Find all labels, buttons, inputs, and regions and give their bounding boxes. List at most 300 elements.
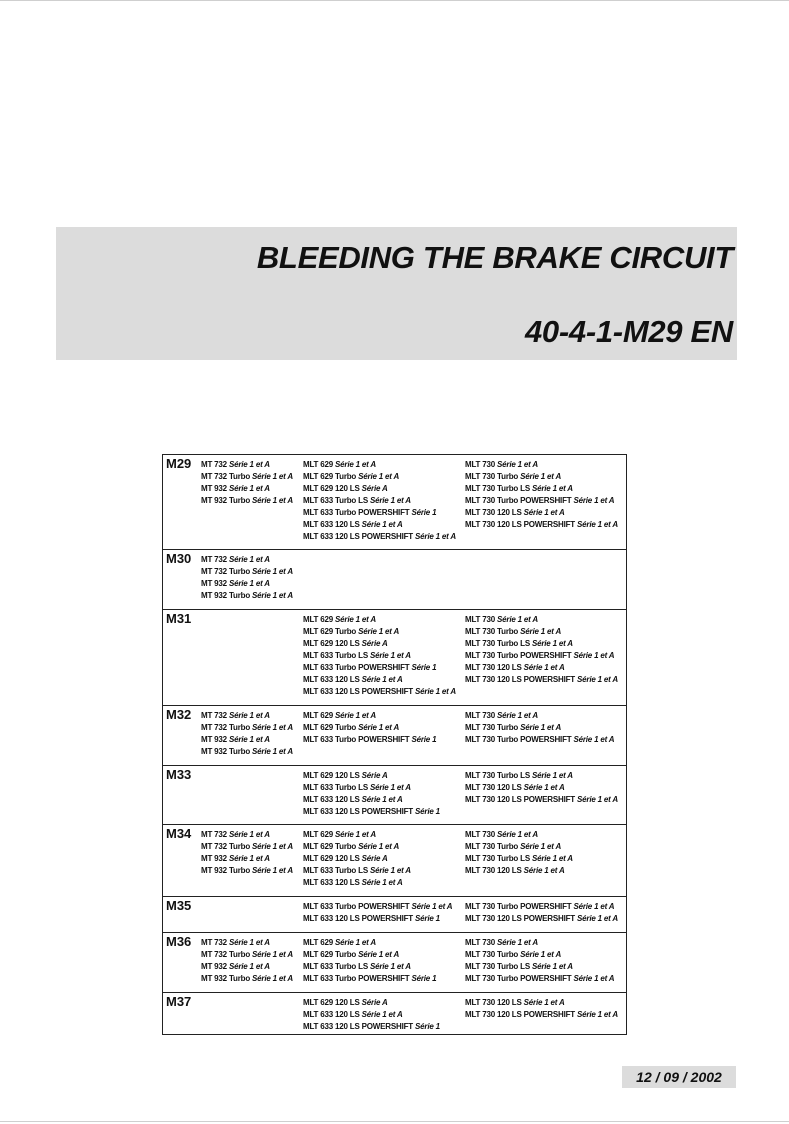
model-entry	[465, 471, 618, 483]
model-entry	[303, 973, 436, 985]
model-name: MLT 629	[303, 615, 336, 624]
model-name: MLT 730 120 LS POWERSHIFT	[465, 1010, 578, 1019]
model-entry	[303, 519, 456, 531]
model-series: Série 1 et A	[228, 711, 270, 720]
model-series: Série 1 et A	[497, 830, 538, 839]
model-entry	[201, 459, 293, 471]
table-row	[163, 992, 626, 1034]
model-name: MT 932	[201, 735, 229, 744]
model-name: MLT 730 Turbo POWERSHIFT	[465, 735, 574, 744]
model-entry	[465, 662, 618, 674]
model-entry	[303, 961, 436, 973]
model-name: MLT 730 Turbo	[465, 723, 521, 732]
model-entry	[201, 829, 293, 841]
model-name: MT 732	[201, 830, 229, 839]
row-code: M30	[166, 551, 192, 566]
model-series: Série 1 et A	[573, 735, 615, 744]
model-series: Série 1 et A	[228, 460, 270, 469]
model-entry	[465, 483, 618, 495]
model-entry	[465, 901, 618, 913]
row-code: M35	[166, 898, 192, 913]
model-entry	[201, 973, 293, 985]
row-code: M37	[166, 994, 192, 1009]
model-entry	[303, 937, 436, 949]
model-column-3	[465, 901, 618, 925]
model-name: MT 732 Turbo	[201, 723, 253, 732]
model-entry	[465, 961, 614, 973]
model-name: MLT 730 Turbo LS	[465, 771, 532, 780]
model-series: Série 1	[415, 1022, 440, 1031]
model-name: MLT 730 120 LS POWERSHIFT	[465, 675, 578, 684]
model-series: Série 1 et A	[252, 567, 293, 576]
model-name: MLT 633 120 LS POWERSHIFT	[303, 532, 416, 541]
model-name: MLT 629	[303, 460, 336, 469]
model-column-2	[303, 710, 436, 746]
model-column-3	[465, 997, 618, 1021]
model-entry	[303, 531, 456, 543]
model-entry	[465, 794, 618, 806]
model-entry	[465, 913, 618, 925]
row-code: M34	[166, 826, 192, 841]
model-name: MLT 730 120 LS POWERSHIFT	[465, 795, 578, 804]
model-series: Série 1 et A	[361, 795, 403, 804]
model-name: MLT 633 Turbo LS	[303, 496, 370, 505]
model-series: Série 1 et A	[252, 866, 293, 875]
row-code: M33	[166, 767, 192, 782]
model-name: MLT 633 120 LS POWERSHIFT	[303, 687, 416, 696]
model-series: Série 1 et A	[577, 914, 618, 923]
model-entry	[303, 614, 456, 626]
model-series: Série 1 et A	[228, 854, 270, 863]
model-column-1	[201, 710, 293, 758]
model-entry	[303, 674, 456, 686]
model-name: MLT 633 Turbo LS	[303, 651, 370, 660]
model-name: MLT 629 120 LS	[303, 771, 362, 780]
model-series: Série A	[361, 484, 388, 493]
model-series: Série 1 et A	[252, 496, 293, 505]
model-name: MT 932 Turbo	[201, 496, 253, 505]
model-entry	[303, 865, 411, 877]
model-series: Série 1 et A	[252, 591, 293, 600]
model-name: MT 932 Turbo	[201, 974, 253, 983]
model-name: MLT 633 120 LS	[303, 675, 362, 684]
model-entry	[465, 614, 618, 626]
model-entry	[201, 961, 293, 973]
model-name: MLT 730 Turbo POWERSHIFT	[465, 902, 574, 911]
model-name: MLT 633 120 LS	[303, 795, 362, 804]
table-row	[163, 705, 626, 765]
model-column-2	[303, 901, 452, 925]
model-entry	[303, 459, 456, 471]
model-series: Série 1 et A	[520, 723, 562, 732]
model-series: Série 1 et A	[573, 496, 615, 505]
model-entry	[465, 770, 618, 782]
model-entry	[303, 734, 436, 746]
model-series: Série 1 et A	[361, 520, 403, 529]
model-entry	[303, 650, 456, 662]
model-series: Série 1 et A	[252, 747, 293, 756]
model-column-3	[465, 829, 573, 877]
model-column-2	[303, 459, 456, 543]
model-entry	[303, 495, 456, 507]
model-series: Série 1 et A	[252, 974, 293, 983]
model-name: MLT 633 120 LS POWERSHIFT	[303, 914, 416, 923]
model-entry	[303, 722, 436, 734]
model-series: Série 1 et A	[369, 496, 411, 505]
model-column-2	[303, 997, 440, 1033]
model-entry	[465, 519, 618, 531]
model-name: MLT 629 Turbo	[303, 842, 359, 851]
model-name: MLT 730 Turbo POWERSHIFT	[465, 974, 574, 983]
title-banner	[56, 227, 737, 360]
model-name: MLT 730	[465, 615, 498, 624]
model-series: Série 1 et A	[358, 472, 400, 481]
model-name: MLT 730 Turbo	[465, 950, 521, 959]
model-series: Série 1 et A	[497, 615, 538, 624]
model-entry	[303, 913, 452, 925]
table-row	[163, 765, 626, 824]
model-series: Série 1 et A	[523, 998, 565, 1007]
model-name: MLT 633 Turbo POWERSHIFT	[303, 508, 412, 517]
table-row	[163, 932, 626, 992]
model-column-3	[465, 710, 614, 746]
model-name: MLT 730 120 LS	[465, 783, 524, 792]
model-series: Série 1 et A	[335, 830, 376, 839]
model-series: Série 1 et A	[577, 1010, 618, 1019]
model-series: Série 1 et A	[523, 663, 565, 672]
model-column-1	[201, 459, 293, 507]
model-series: Série 1 et A	[415, 687, 456, 696]
model-series: Série 1 et A	[531, 639, 573, 648]
model-series: Série 1 et A	[228, 962, 270, 971]
model-name: MLT 730 Turbo LS	[465, 854, 532, 863]
model-entry	[303, 949, 436, 961]
model-series: Série 1 et A	[531, 484, 573, 493]
model-column-3	[465, 770, 618, 806]
model-entry	[201, 937, 293, 949]
model-name: MLT 633 120 LS	[303, 878, 362, 887]
model-entry	[201, 554, 293, 566]
model-name: MLT 633 Turbo POWERSHIFT	[303, 735, 412, 744]
model-series: Série 1 et A	[573, 651, 615, 660]
model-name: MLT 730	[465, 830, 498, 839]
model-name: MLT 730 120 LS POWERSHIFT	[465, 914, 578, 923]
model-name: MT 732	[201, 711, 229, 720]
model-series: Série 1 et A	[531, 962, 573, 971]
model-entry	[201, 722, 293, 734]
model-series: Série A	[361, 771, 388, 780]
model-series: Série 1 et A	[335, 938, 376, 947]
model-entry	[465, 710, 614, 722]
model-name: MLT 633 120 LS POWERSHIFT	[303, 1022, 416, 1031]
model-series: Série 1 et A	[520, 950, 562, 959]
model-name: MLT 629 120 LS	[303, 639, 362, 648]
model-series: Série 1	[411, 508, 437, 517]
model-series: Série 1 et A	[228, 830, 270, 839]
model-name: MLT 629 Turbo	[303, 950, 359, 959]
row-code: M36	[166, 934, 192, 949]
model-column-3	[465, 459, 618, 531]
model-series: Série A	[361, 639, 388, 648]
table-row	[163, 609, 626, 705]
model-entry	[303, 638, 456, 650]
model-entry	[465, 626, 618, 638]
model-entry	[465, 841, 573, 853]
model-series: Série 1 et A	[358, 723, 400, 732]
model-name: MLT 730 Turbo LS	[465, 962, 532, 971]
model-series: Série 1 et A	[411, 902, 453, 911]
model-entry	[465, 853, 573, 865]
model-series: Série 1	[415, 807, 440, 816]
model-entry	[465, 937, 614, 949]
model-series: Série 1 et A	[531, 771, 573, 780]
model-entry	[465, 674, 618, 686]
model-series: Série 1 et A	[577, 520, 618, 529]
model-name: MT 932	[201, 854, 229, 863]
model-name: MT 732	[201, 555, 229, 564]
model-entry	[303, 997, 440, 1009]
model-entry	[303, 901, 452, 913]
model-name: MLT 633 Turbo LS	[303, 866, 370, 875]
model-series: Série 1 et A	[531, 854, 573, 863]
document-code: 40-4-1-M29 EN	[524, 314, 733, 349]
model-name: MLT 730	[465, 460, 498, 469]
model-series: Série 1 et A	[577, 675, 618, 684]
model-name: MLT 730 Turbo POWERSHIFT	[465, 651, 574, 660]
model-entry	[201, 566, 293, 578]
model-name: MLT 633 Turbo LS	[303, 783, 370, 792]
model-entry	[303, 877, 411, 889]
model-column-3	[465, 614, 618, 686]
model-series: Série 1 et A	[497, 460, 538, 469]
model-series: Série 1	[415, 914, 440, 923]
model-series: Série 1 et A	[520, 472, 562, 481]
model-series: Série 1	[411, 974, 437, 983]
model-name: MLT 633 Turbo POWERSHIFT	[303, 902, 412, 911]
table-row	[163, 824, 626, 896]
model-series: Série 1 et A	[369, 962, 411, 971]
model-column-2	[303, 937, 436, 985]
model-column-1	[201, 554, 293, 602]
model-entry	[201, 483, 293, 495]
model-name: MLT 730	[465, 711, 498, 720]
model-name: MLT 633 120 LS	[303, 520, 362, 529]
model-series: Série 1 et A	[369, 866, 411, 875]
model-column-3	[465, 937, 614, 985]
model-series: Série 1 et A	[369, 651, 411, 660]
model-series: Série 1 et A	[228, 735, 270, 744]
model-series: Série 1 et A	[497, 711, 538, 720]
model-name: MLT 633 Turbo LS	[303, 962, 370, 971]
model-series: Série A	[361, 854, 388, 863]
model-column-2	[303, 829, 411, 889]
model-entry	[465, 722, 614, 734]
model-series: Série 1 et A	[577, 795, 618, 804]
model-entry	[201, 865, 293, 877]
model-name: MT 732 Turbo	[201, 842, 253, 851]
model-name: MLT 730 Turbo	[465, 627, 521, 636]
model-series: Série 1 et A	[335, 460, 376, 469]
model-name: MLT 629	[303, 938, 336, 947]
model-series: Série 1	[411, 735, 437, 744]
model-entry	[303, 686, 456, 698]
model-name: MLT 730 Turbo POWERSHIFT	[465, 496, 574, 505]
model-name: MLT 633 Turbo POWERSHIFT	[303, 663, 412, 672]
model-entry	[465, 949, 614, 961]
model-entry	[303, 626, 456, 638]
model-series: Série 1 et A	[523, 866, 565, 875]
model-entry	[465, 650, 618, 662]
model-entry	[201, 590, 293, 602]
model-entry	[201, 949, 293, 961]
model-entry	[465, 734, 614, 746]
model-entry	[303, 794, 440, 806]
model-series: Série 1 et A	[361, 1010, 403, 1019]
model-name: MLT 730	[465, 938, 498, 947]
model-column-1	[201, 937, 293, 985]
row-code: M31	[166, 611, 192, 626]
model-entry	[201, 495, 293, 507]
model-name: MLT 730 Turbo	[465, 472, 521, 481]
model-entry	[465, 865, 573, 877]
model-name: MT 932 Turbo	[201, 866, 253, 875]
model-name: MLT 730 120 LS POWERSHIFT	[465, 520, 578, 529]
model-entry	[465, 495, 618, 507]
bottom-rule	[0, 1121, 789, 1122]
model-name: MLT 730 Turbo LS	[465, 639, 532, 648]
model-entry	[303, 829, 411, 841]
model-entry	[201, 710, 293, 722]
model-name: MLT 629 Turbo	[303, 472, 359, 481]
model-name: MT 732 Turbo	[201, 567, 253, 576]
model-column-1	[201, 829, 293, 877]
model-series: Série 1 et A	[520, 842, 562, 851]
model-name: MLT 730 120 LS	[465, 998, 524, 1007]
model-entry	[465, 459, 618, 471]
model-series: Série 1 et A	[358, 627, 400, 636]
model-name: MLT 633 120 LS POWERSHIFT	[303, 807, 416, 816]
model-entry	[465, 782, 618, 794]
model-name: MLT 629 Turbo	[303, 627, 359, 636]
model-column-2	[303, 770, 440, 818]
model-series: Série 1 et A	[252, 950, 293, 959]
model-entry	[201, 578, 293, 590]
model-series: Série 1 et A	[358, 950, 400, 959]
model-series: Série 1 et A	[573, 902, 615, 911]
model-name: MLT 730 Turbo	[465, 842, 521, 851]
model-entry	[303, 710, 436, 722]
model-entry	[201, 471, 293, 483]
model-name: MLT 629	[303, 830, 336, 839]
model-entry	[303, 471, 456, 483]
model-series: Série 1 et A	[228, 484, 270, 493]
model-series: Série 1 et A	[228, 938, 270, 947]
model-name: MT 932	[201, 484, 229, 493]
model-series: Série 1 et A	[252, 723, 293, 732]
model-name: MT 732 Turbo	[201, 472, 253, 481]
model-series: Série 1 et A	[228, 579, 270, 588]
model-series: Série 1 et A	[335, 615, 376, 624]
model-entry	[303, 662, 456, 674]
model-series: Série 1	[411, 663, 437, 672]
model-table	[162, 454, 627, 1035]
model-entry	[303, 1009, 440, 1021]
model-entry	[465, 1009, 618, 1021]
model-series: Série 1 et A	[369, 783, 411, 792]
document-title: BLEEDING THE BRAKE CIRCUIT	[256, 240, 733, 275]
model-name: MT 932	[201, 962, 229, 971]
top-rule	[0, 0, 789, 1]
model-name: MLT 629 120 LS	[303, 854, 362, 863]
model-entry	[303, 507, 456, 519]
model-name: MLT 730 120 LS	[465, 663, 524, 672]
model-entry	[465, 638, 618, 650]
model-series: Série 1 et A	[361, 878, 403, 887]
row-code: M29	[166, 456, 192, 471]
model-name: MLT 629 120 LS	[303, 484, 362, 493]
model-name: MLT 629	[303, 711, 336, 720]
model-series: Série 1 et A	[335, 711, 376, 720]
model-series: Série 1 et A	[497, 938, 538, 947]
model-entry	[303, 770, 440, 782]
model-name: MT 732	[201, 460, 229, 469]
model-series: Série 1 et A	[523, 508, 565, 517]
model-entry	[201, 734, 293, 746]
model-entry	[465, 973, 614, 985]
model-entry	[303, 806, 440, 818]
model-series: Série 1 et A	[573, 974, 615, 983]
model-entry	[303, 483, 456, 495]
model-series: Série 1 et A	[252, 842, 293, 851]
model-name: MT 932	[201, 579, 229, 588]
model-name: MT 932 Turbo	[201, 591, 253, 600]
model-entry	[303, 841, 411, 853]
model-series: Série 1 et A	[252, 472, 293, 481]
model-entry	[465, 829, 573, 841]
model-entry	[303, 782, 440, 794]
model-entry	[303, 1021, 440, 1033]
table-row	[163, 896, 626, 932]
model-series: Série 1 et A	[523, 783, 565, 792]
model-entry	[201, 841, 293, 853]
model-name: MLT 633 Turbo POWERSHIFT	[303, 974, 412, 983]
model-name: MLT 730 120 LS	[465, 508, 524, 517]
model-name: MT 932 Turbo	[201, 747, 253, 756]
table-row	[163, 549, 626, 609]
model-series: Série 1 et A	[228, 555, 270, 564]
model-name: MT 732 Turbo	[201, 950, 253, 959]
model-name: MLT 629 Turbo	[303, 723, 359, 732]
row-code: M32	[166, 707, 192, 722]
model-name: MLT 629 120 LS	[303, 998, 362, 1007]
model-series: Série 1 et A	[358, 842, 400, 851]
model-series: Série 1 et A	[520, 627, 562, 636]
model-series: Série 1 et A	[361, 675, 403, 684]
model-entry	[303, 853, 411, 865]
document-date: 12 / 09 / 2002	[622, 1066, 736, 1088]
model-series: Série 1 et A	[415, 532, 456, 541]
model-name: MLT 730 120 LS	[465, 866, 524, 875]
model-column-2	[303, 614, 456, 698]
model-name: MT 732	[201, 938, 229, 947]
table-row	[163, 455, 626, 549]
model-name: MLT 633 120 LS	[303, 1010, 362, 1019]
model-entry	[465, 507, 618, 519]
model-entry	[201, 853, 293, 865]
model-entry	[465, 997, 618, 1009]
model-series: Série A	[361, 998, 388, 1007]
model-name: MLT 730 Turbo LS	[465, 484, 532, 493]
